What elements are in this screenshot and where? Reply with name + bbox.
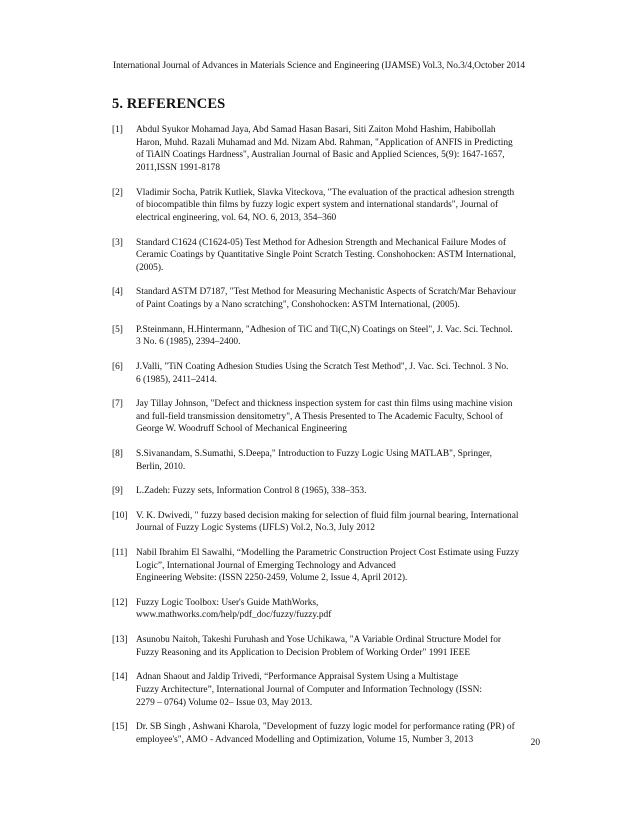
reference-text-line: and full-field transmission densitometry", A Thesis Presented to The Academic Faculty, School of [136, 411, 503, 422]
reference-number: [12] [112, 597, 128, 608]
reference-item [112, 398, 535, 436]
reference-text-line: Adnan Shaout and Jaldip Trivedi, “Performance Appraisal System Using a Multistage [136, 672, 459, 683]
reference-item [112, 324, 535, 349]
reference-text-line: of TiAlN Coatings Hardness", Australian Journal of Basic and Applied Sciences, 5(9): 1647-1657, [136, 150, 505, 161]
reference-item [112, 671, 535, 709]
reference-text-line: Berlin, 2010. [136, 461, 186, 472]
reference-item [112, 634, 535, 659]
reference-text-line: V. K. Dwivedi, " fuzzy based decision making for selection of fluid film journal bearing, International [136, 510, 519, 521]
reference-text-line: Asunobu Naitoh, Takeshi Furuhash and Yose Uchikawa, "A Variable Ordinal Structure Model for [136, 634, 502, 645]
reference-item [112, 597, 535, 622]
reference-text-line: 2279 – 0764) Volume 02– Issue 03, May 2013. [136, 697, 313, 708]
reference-text-line: P.Steinmann, H.Hintermann, "Adhesion of TiC and Ti(C,N) Coatings on Steel", J. Vac. Sci. Technol. [136, 324, 513, 335]
reference-number: [14] [112, 672, 128, 683]
reference-list [112, 124, 535, 758]
reference-text-line: Dr. SB Singh , Ashwani Kharola, "Development of fuzzy logic model for performance rating (PR) of [136, 722, 515, 733]
reference-text-line: Journal of Fuzzy Logic Systems (IJFLS) Vol.2, No.3, July 2012 [136, 523, 375, 534]
reference-number: [3] [112, 237, 123, 248]
reference-text-line: employee's", AMO - Advanced Modelling and Optimization, Volume 15, Number 3, 2013 [136, 734, 474, 745]
section-title: 5. REFERENCES [112, 96, 226, 112]
reference-number: [5] [112, 324, 123, 335]
reference-text-line: Fuzzy Reasoning and its Application to Decision Problem of Working Order" 1991 IEEE [136, 647, 471, 658]
reference-number: [9] [112, 486, 123, 497]
reference-number: [13] [112, 634, 128, 645]
reference-text-line: of biocompatible thin films by fuzzy logic expert system and international standards", Journal of [136, 200, 499, 211]
reference-text-line: Standard ASTM D7187, "Test Method for Measuring Mechanistic Aspects of Scratch/Mar Behaviour [136, 287, 517, 298]
reference-text-line: Logic”, International Journal of Emerging Technology and Advanced [136, 560, 396, 571]
reference-number: [1] [112, 125, 123, 135]
page-number: 20 [530, 738, 540, 748]
reference-text-line: www.mathworks.com/help/pdf_doc/fuzzy/fuzzy.pdf [136, 610, 332, 621]
reference-item [112, 485, 535, 498]
reference-number: [2] [112, 187, 123, 198]
reference-text-line: 6 (1985), 2411–2414. [136, 374, 217, 385]
reference-number: [11] [112, 547, 128, 558]
reference-item [112, 124, 535, 175]
reference-text-line: L.Zadeh: Fuzzy sets, Information Control 8 (1965), 338–353. [136, 486, 367, 497]
journal-header: International Journal of Advances in Materials Science and Engineering (IJAMSE) Vol.3, No.3/4,October 2014 [113, 61, 525, 71]
reference-text-line: J.Valli, "TiN Coating Adhesion Studies Using the Scratch Test Method", J. Vac. Sci. Technol. 3 No. [136, 361, 509, 372]
reference-item [112, 510, 535, 535]
reference-text-line: 2011,ISSN 1991-8178 [136, 163, 221, 174]
reference-item [112, 286, 535, 311]
reference-number: [7] [112, 399, 123, 410]
reference-text-line: Standard C1624 (C1624-05) Test Method for Adhesion Strength and Mechanical Failure Modes of [136, 237, 506, 248]
reference-item [112, 547, 535, 585]
reference-number: [8] [112, 448, 123, 459]
reference-item [112, 237, 535, 275]
reference-item [112, 187, 535, 225]
reference-text-line: S.Sivanandam, S.Sumathi, S.Deepa," Introduction to Fuzzy Logic Using MATLAB", Springer, [136, 448, 492, 459]
reference-text-line: Vladimir Socha, Patrik Kutliek, Slavka Viteckova, "The evaluation of the practical adhesion strength [136, 187, 515, 198]
reference-number: [10] [112, 510, 128, 521]
reference-number: [6] [112, 361, 123, 372]
reference-text-line: George W. Woodruff School of Mechanical Engineering [136, 424, 347, 435]
reference-text-line: Fuzzy Architecture”, International Journal of Computer and Information Technology (ISSN: [136, 684, 482, 695]
reference-item [112, 361, 535, 386]
reference-text-line: Ceramic Coatings by Quantitative Single Point Scratch Testing. Conshohocken: ASTM International, [136, 250, 516, 261]
reference-text-line: Fuzzy Logic Toolbox: User's Guide MathWorks, [136, 597, 319, 608]
reference-text-line: (2005). [136, 262, 164, 273]
reference-text-line: of Paint Coatings by a Nano scratching", Conshohocken: ASTM International, (2005). [136, 300, 460, 311]
reference-text-line: electrical engineering, vol. 64, NO. 6, 2013, 354–360 [136, 213, 337, 224]
reference-text-line: 3 No. 6 (1985), 2394–2400. [136, 337, 241, 348]
reference-item [112, 448, 535, 473]
reference-text-line: Nabil Ibrahim El Sawalhi, “Modelling the Parametric Construction Project Cost Estimate using Fuzzy [136, 547, 520, 558]
reference-text-line: Haron, Muhd. Razali Muhamad and Md. Nizam Abd. Rahman, "Application of ANFIS in Predicting [136, 137, 513, 148]
reference-text-line: Engineering Website: (ISSN 2250-2459, Volume 2, Issue 4, April 2012). [136, 573, 408, 584]
reference-item [112, 721, 535, 746]
reference-text-line: Jay Tillay Johnson, "Defect and thickness inspection system for cast thin films using machine vision [136, 399, 513, 410]
reference-number: [4] [112, 287, 123, 298]
reference-number: [15] [112, 722, 128, 733]
reference-text-line: Abdul Syukor Mohamad Jaya, Abd Samad Hasan Basari, Siti Zaiton Mohd Hashim, Habibollah [136, 125, 496, 135]
